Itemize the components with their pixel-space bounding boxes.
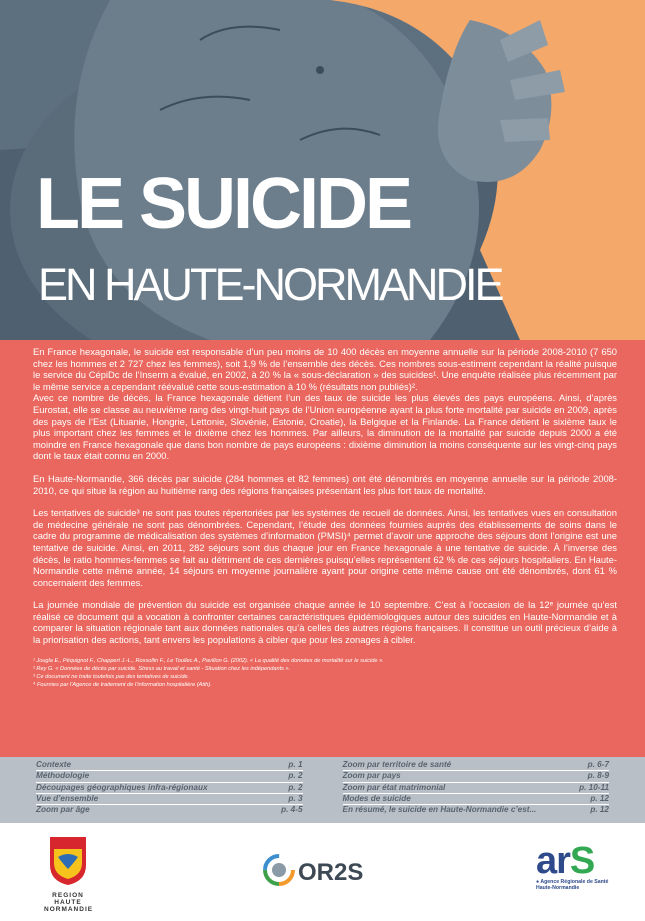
- toc-item-page: p. 3: [288, 793, 303, 803]
- cover-illustration: [0, 0, 645, 340]
- toc-item[interactable]: [36, 805, 303, 815]
- paragraph-context-2: Avec ce nombre de décès, la France hexagonale détient l’un des taux de suicide les plus élevés des pays européens. Ainsi, d’après Eurostat, elle se classe au neuvième rang des vingt-huit pays de l’Union européenne ayant la plus forte mortalité par suicide en 2009, après des pays de l’Est (Lituanie, Hongrie, Lettonie, Slovénie, Estonie, Croatie), la Belgique et la Finlande. La France détient le sixième taux le plus important chez les femmes et le dixième chez les hommes. Par ailleurs, la diminution de la mortalité par suicide depuis 2000 a été moindre en France hexagonale que dans bon nombre de pays européens : dixième diminution la moins conséquente sur les vingt-cinq pays dont le taux était connu en 2000.: [33, 392, 617, 462]
- or2s-logo: [262, 853, 364, 893]
- toc-item-label: Modes de suicide: [342, 793, 411, 803]
- toc-item-label: Zoom par état matrimonial: [342, 782, 446, 792]
- footnote: ² Rey G. « Données de décès par suicide. Stress au travail et santé - Situation chez les indépendants ».: [33, 665, 291, 672]
- ars-logo-main: ar: [536, 840, 570, 882]
- footnotes: [33, 657, 617, 689]
- toc-column-right: [343, 760, 610, 823]
- region-logo-line2: HAUTE: [54, 899, 82, 906]
- page-title: LE SUICIDE: [36, 164, 411, 244]
- toc-item-label: Méthodologie: [36, 771, 90, 781]
- toc-item[interactable]: [343, 771, 610, 782]
- toc-item[interactable]: [36, 771, 303, 782]
- region-logo-line3: NORMANDIE: [44, 906, 94, 913]
- toc-item-label: Découpages géographiques infra-régionaux: [36, 782, 208, 792]
- toc-item-page: p. 8-9: [587, 771, 609, 781]
- toc-item-label: Vue d’ensemble: [36, 793, 99, 803]
- toc-item-page: p. 2: [288, 782, 303, 792]
- region-shield-icon: [44, 835, 92, 887]
- toc-item[interactable]: [343, 794, 610, 805]
- ars-logo-subtitle-1: ● Agence Régionale de Santé: [536, 879, 609, 885]
- or2s-logo-text: OR2S: [298, 859, 364, 886]
- region-logo-line1: REGION: [52, 892, 84, 899]
- ars-logo: [536, 840, 616, 915]
- toc-item[interactable]: [36, 783, 303, 794]
- toc-item-page: p. 6-7: [587, 760, 609, 769]
- paragraph-context-1: En France hexagonale, le suicide est responsable d’un peu moins de 10 400 décès en moyenne annuelle sur la période 2008-2010 (7 650 chez les hommes et 2 727 chez les femmes), soit 1,9 % de l’ensemble des décès. Ces nombres sous-estiment cependant la réalité puisque le service du CépiDc de l’Inserm a évalué, en 2002, à 20 % la « sous-déclaration » des suicides¹. Une enquête réalisée plus récemment par le même service a cependant réévalué cette sous-estimation à 10 % (résultats non publiés)².: [33, 346, 617, 392]
- table-of-contents: [0, 757, 645, 823]
- toc-item[interactable]: [36, 760, 303, 771]
- footnote: ⁴ Fournies par l’Agence de traitement de l’information hospitalière (Atih).: [33, 681, 212, 688]
- toc-item-label: Zoom par pays: [342, 771, 401, 781]
- toc-item[interactable]: [36, 794, 303, 805]
- intro-panel: [0, 340, 645, 757]
- toc-item-label: Zoom par territoire de santé: [342, 760, 452, 769]
- toc-item-page: p. 2: [288, 771, 303, 781]
- or2s-swirl-icon: [262, 853, 296, 887]
- region-logo: [44, 835, 92, 917]
- partner-logos: [0, 823, 645, 921]
- toc-item[interactable]: [343, 805, 610, 815]
- ars-logo-subtitle-2: Haute-Normandie: [536, 885, 580, 891]
- toc-item-page: p. 1: [288, 760, 303, 769]
- toc-item-label: En résumé, le suicide en Haute-Normandie c’est...: [342, 805, 537, 815]
- toc-item-page: p. 12: [590, 805, 609, 815]
- toc-item-page: p. 4-5: [281, 805, 303, 815]
- toc-item[interactable]: [343, 783, 610, 794]
- toc-column-left: [36, 760, 303, 823]
- ars-logo-s: S: [569, 840, 595, 882]
- toc-item-page: p. 12: [590, 793, 609, 803]
- page-subtitle: EN HAUTE-NORMANDIE: [38, 259, 502, 310]
- footnote: ¹ Jougla E., Péquignot F., Chappert J.-L., Rossollin F., Le Toullec A., Pavillon G. (2002). « La qualité des données de mortalité sur le suicide ».: [33, 657, 384, 664]
- paragraph-region-deaths: En Haute-Normandie, 366 décès par suicide (284 hommes et 82 femmes) ont été dénombrés en moyenne annuelle sur la période 2008-2010, ce qui situe la région au huitième rang des régions françaises présentant les plus fort taux de mortalité.: [33, 472, 617, 496]
- toc-item-label: Contexte: [36, 760, 72, 769]
- toc-item[interactable]: [343, 760, 610, 771]
- footnote: ³ Ce document ne traite toutefois pas des tentatives de suicide.: [33, 673, 190, 680]
- paragraph-suicide-attempts: Les tentatives de suicide³ ne sont pas toutes répertoriées par les systèmes de recueil de données. Ainsi, les tentatives vues en consultation de médecine générale ne sont pas dénombrées. Cependant, l’étude des données fournies auprès des établissements de soins dans le cadre du programme de médicalisation des systèmes d’information (PMSI)⁴ permet d’avoir une approche des séjours dont l’origine est une tentative de suicide. Ainsi, en 2011, 282 séjours sont dus chaque jour en France hexagonale à une tentative de suicide. À l’inverse des décès, le ratio hommes-femmes se fait au détriment de ces dernières puisqu’elles représentent 62 % de ces séjours hospitaliers. En Haute-Normandie cette même année, 14 séjours en moyenne journalière ayant pour origine cette même cause ont été dénombrés, dont 61 % concernaient des femmes.: [33, 507, 617, 588]
- paragraph-world-day: La journée mondiale de prévention du suicide est organisée chaque année le 10 septembre. C’est à l’occasion de la 12ᵉ journée qu’est réalisé ce document qui a vocation à confronter certaines caractéristiques épidémiologiques autour des suicides en Haute-Normandie et à comparer la situation régionale tant aux données nationales qu’à celles des autres régions françaises. Il constitue un outil précieux d’aide à la priorisation des actions, tant envers les populations à cibler que pour les zonages à cibler.: [33, 599, 617, 646]
- toc-item-label: Zoom par âge: [36, 805, 90, 815]
- toc-item-page: p. 10-11: [579, 782, 609, 792]
